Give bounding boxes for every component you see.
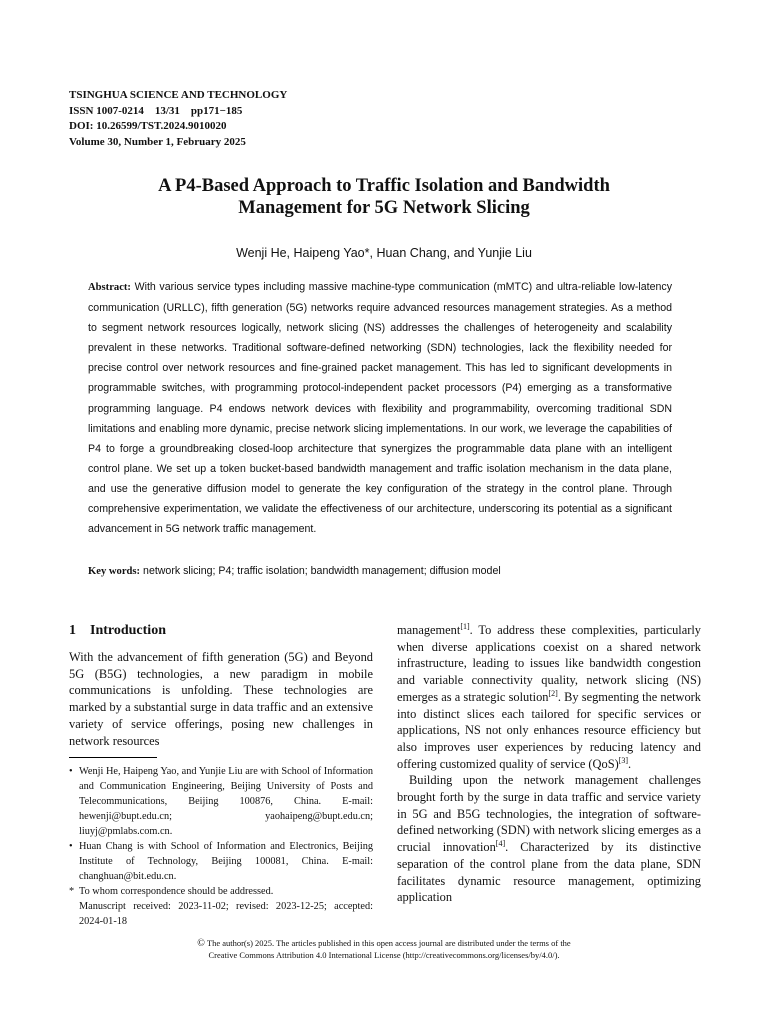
license-line-1-wrap (60, 938, 708, 950)
footnotes (69, 764, 373, 929)
footnote-spacer (69, 899, 79, 929)
section-number: 1 (69, 623, 76, 638)
footnote-text: Huan Chang is with School of Information and Electronics, Beijing Institute of Technology, Beijing 100081, China. E-mail: changhuan@bit.edu.cn. (79, 841, 373, 882)
text-run: . By segmenting the network into distinct slices each tailored for specific services or applications, NS not only enhances resource efficiency but also improves user experiences by reducing latency and offering customized quality of service (QoS) (397, 689, 701, 771)
keywords (88, 565, 688, 577)
citation-ref[interactable]: [3] (618, 755, 629, 765)
left-column-body (69, 649, 373, 749)
footnote-text: Manuscript received: 2023-11-02; revised: 2023-12-25; accepted: 2024-01-18 (79, 901, 373, 927)
paper-title-line-2: Management for 5G Network Slicing (238, 198, 530, 218)
citation-ref[interactable]: [1] (460, 621, 470, 631)
abstract-text: With various service types including massive machine-type communication (mMTC) and ultra-reliable low-latency communication (URLLC), fifth generation (5G) networks require advanced resources management strategies. As a method to segment network resources logically, network slicing (NS) addresses the challenges of heterogeneity and scalability prevalent in these networks. Traditional software-defined networking (SDN) technologies, lack the flexibility needed for precise control over network resources and fine-grained packet management. This has led to significant developments in programmable switches, with programming protocol-independent packet processors (P4) emerging as a transformative programming language. P4 endows network devices with flexibility and programmability, overcoming traditional SDN limitations and enabling more dynamic, precise network slicing implementations. In our work, we leverage the capabilities of P4 to forge a groundbreaking closed-loop architecture that synergizes the programmable data plane with an intelligent control plane. We set up a token bucket-based bandwidth management and traffic isolation mechanism in the data plane, and use the generative diffusion model to generate the key configuration of the strategy in the control plane. Through comprehensive experimentation, we validate the effectiveness of our architecture, underscoring its potential as a significant advancement in 5G network traffic management. (88, 281, 672, 536)
cc-icon: © (197, 938, 205, 949)
journal-doi: DOI: 10.26599/TST.2024.9010020 (69, 120, 227, 132)
footnote-affiliation-1 (69, 764, 373, 839)
text-run: . Characterized by its distinctive separation of the control plane from the data plane, SDN facilitates dynamic resource management, optimizing application (397, 840, 701, 905)
intro-paragraph-2 (397, 622, 701, 772)
license-notice (60, 938, 708, 961)
section-title: Introduction (90, 623, 166, 638)
license-line-2[interactable]: Creative Commons Attribution 4.0 International License (http://creativecommons.org/licenses/by/4.0/). (208, 949, 560, 960)
author-list: Wenji He, Haipeng Yao*, Huan Chang, and Yunjie Liu (236, 246, 532, 260)
footnote-bullet: • (69, 766, 73, 777)
text-run: . (628, 756, 632, 771)
abstract-label: Abstract: (88, 282, 131, 293)
text-run: Building upon the network management challenges brought forth by the surge in data traffic and service variety in 5G and B5G technologies, the integration of software-defined networking (SDN) with network slicing emerges as a crucial innovation (397, 773, 701, 855)
footnote-text: Wenji He, Haipeng Yao, and Yunjie Liu are with School of Information and Communication Engineering, Beijing University of Posts and Telecommunications, Beijing 100876, China. E-mail: hewenji@bupt.edu.cn; yaohaipeng@bupt.edu.cn; liuyj@pmlabs.com.cn. (79, 766, 373, 837)
text-run: management (397, 623, 461, 637)
text-run: . To address these complexities, particularly when diverse applications coexist on a shared network infrastructure, leading to issues like bandwidth congestion and variable connectivity quality, network slicing (NS) emerges as a strategic solution (397, 623, 701, 704)
journal-header (69, 88, 287, 150)
journal-issn: ISSN 1007-0214 13/31 pp171−185 (69, 104, 243, 117)
section-heading-introduction (69, 623, 166, 639)
abstract (88, 277, 672, 539)
journal-name: TSINGHUA SCIENCE AND TECHNOLOGY (69, 89, 288, 101)
paper-title (60, 175, 708, 219)
keywords-label: Key words: (88, 566, 141, 577)
journal-volume: Volume 30, Number 1, February 2025 (69, 135, 246, 148)
license-line-1: The author(s) 2025. The articles published in this open access journal are distributed under the terms of the (206, 938, 571, 948)
intro-paragraph-3 (397, 772, 701, 906)
footnote-correspondence (69, 884, 373, 899)
citation-ref[interactable]: [4] (495, 839, 506, 849)
paper-title-line-1: A P4-Based Approach to Traffic Isolation and Bandwidth (158, 176, 610, 196)
intro-paragraph-1: With the advancement of fifth generation (5G) and Beyond 5G (B5G) technologies, a new paradigm in mobile communications is unfolding. These technologies are marked by a substantial surge in data traffic and an extensive variety of service offerings, posing new challenges in network resources (69, 650, 373, 748)
footnote-bullet: • (69, 841, 73, 852)
citation-ref[interactable]: [2] (548, 688, 558, 698)
footnote-text: To whom correspondence should be addressed. (79, 886, 274, 897)
footnote-divider (69, 757, 157, 758)
right-column-body (397, 622, 701, 906)
footnote-manuscript-dates (69, 899, 373, 929)
footnote-affiliation-2 (69, 839, 373, 884)
footnote-asterisk: * (69, 886, 75, 897)
keywords-text: network slicing; P4; traffic isolation; bandwidth management; diffusion model (143, 565, 501, 577)
